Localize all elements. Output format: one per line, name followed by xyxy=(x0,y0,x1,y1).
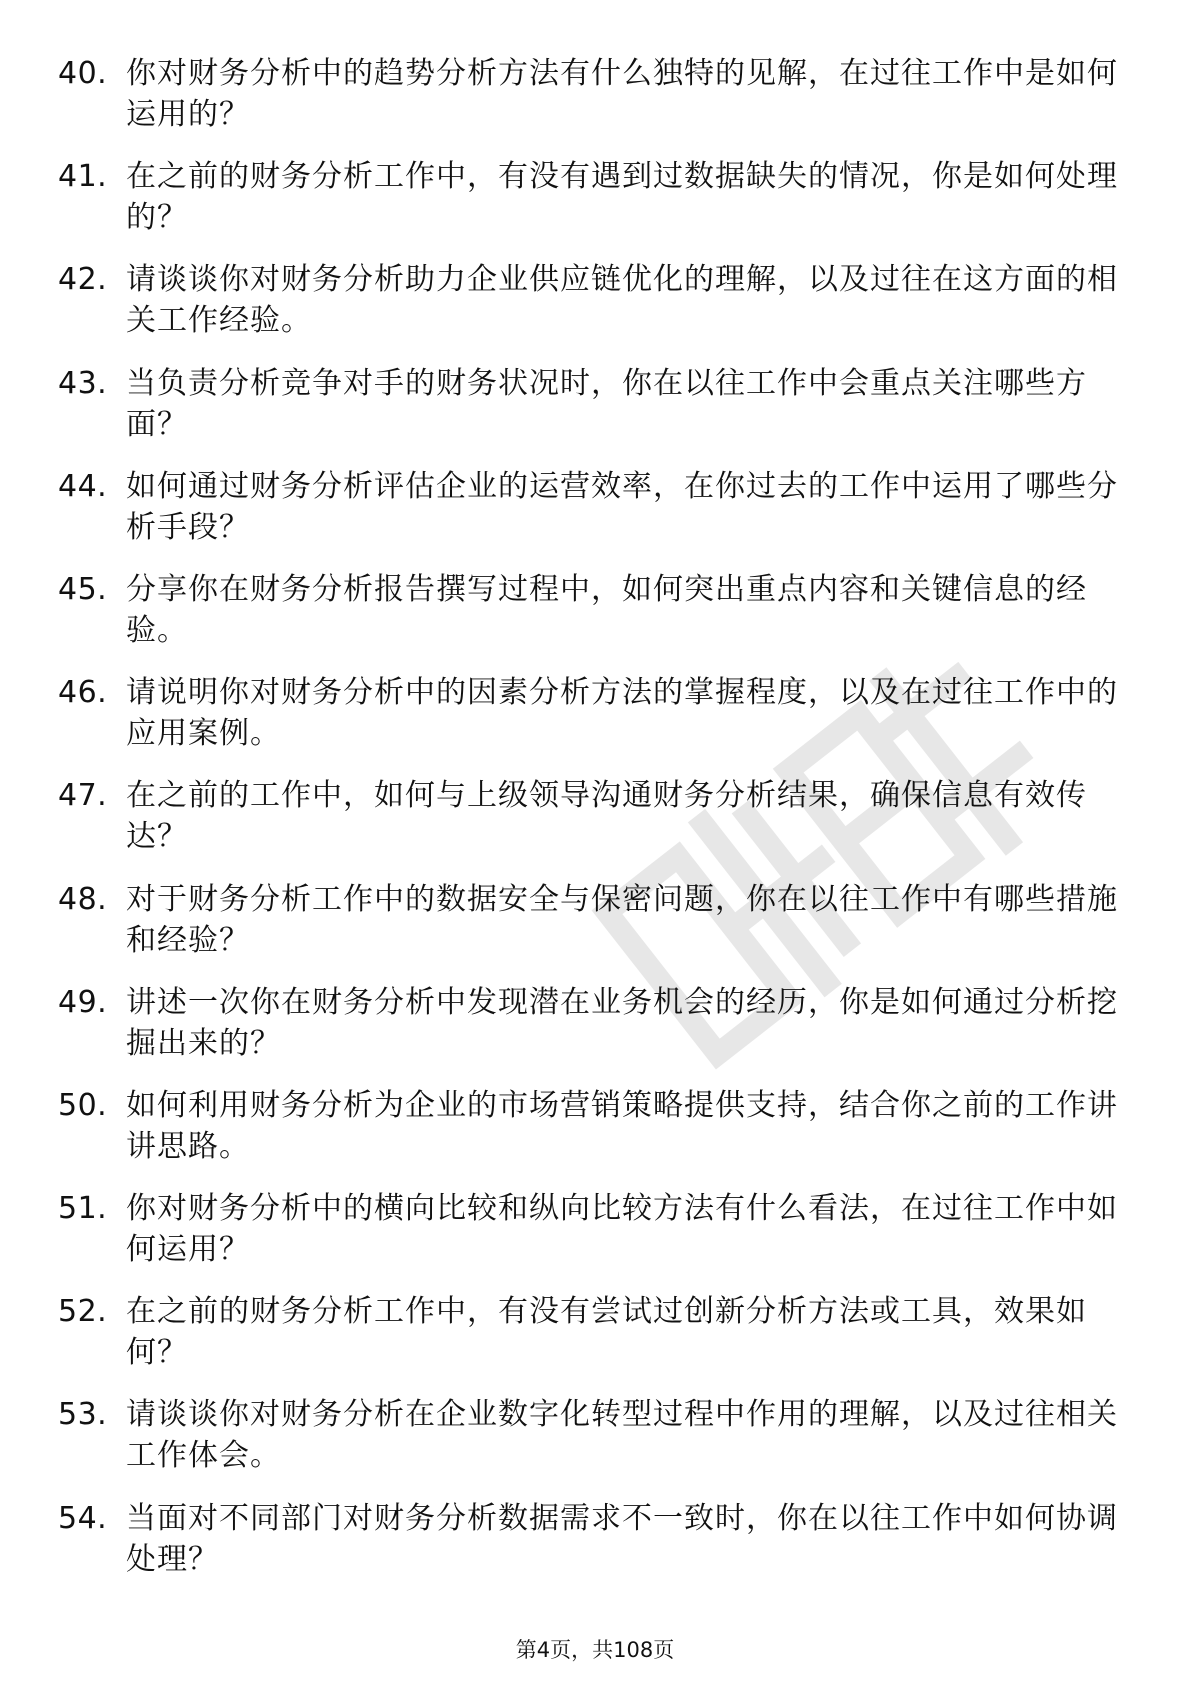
question-number: 50. xyxy=(58,1087,108,1123)
question-text: 你对财务分析中的横向比较和纵向比较方法有什么看法，在过往工作中如何运用？ xyxy=(126,1191,1118,1268)
question-list xyxy=(58,53,1118,1601)
question-item xyxy=(58,1291,1118,1394)
question-text: 在之前的财务分析工作中，有没有遇到过数据缺失的情况，你是如何处理的？ xyxy=(126,159,1118,236)
question-number: 44. xyxy=(58,468,108,504)
question-number: 47. xyxy=(58,778,108,814)
question-item xyxy=(58,879,1118,982)
question-number: 41. xyxy=(58,159,108,195)
page-footer xyxy=(0,1637,1190,1663)
question-item xyxy=(58,982,1118,1085)
page-number-label: 第4页，共108页 xyxy=(515,1638,675,1662)
question-item xyxy=(58,1394,1118,1497)
question-item xyxy=(58,363,1118,466)
question-number: 52. xyxy=(58,1294,108,1330)
question-item xyxy=(58,259,1118,362)
question-text: 分享你在财务分析报告撰写过程中，如何突出重点内容和关键信息的经验。 xyxy=(126,571,1087,648)
question-item xyxy=(58,1085,1118,1188)
question-number: 51. xyxy=(58,1191,108,1227)
question-number: 43. xyxy=(58,365,108,401)
question-text: 如何通过财务分析评估企业的运营效率，在你过去的工作中运用了哪些分析手段？ xyxy=(126,468,1118,545)
question-item xyxy=(58,1498,1118,1601)
question-number: 40. xyxy=(58,56,108,91)
question-number: 48. xyxy=(58,881,108,917)
question-text: 在之前的财务分析工作中，有没有尝试过创新分析方法或工具，效果如何？ xyxy=(126,1294,1087,1371)
question-text: 在之前的工作中，如何与上级领导沟通财务分析结果，确保信息有效传达？ xyxy=(126,778,1087,855)
question-number: 46. xyxy=(58,675,108,711)
question-item xyxy=(58,775,1118,878)
question-text: 请谈谈你对财务分析助力企业供应链优化的理解，以及过往在这方面的相关工作经验。 xyxy=(126,262,1118,339)
question-text: 对于财务分析工作中的数据安全与保密问题，你在以往工作中有哪些措施和经验？ xyxy=(126,881,1118,958)
question-number: 53. xyxy=(58,1397,108,1433)
question-text: 讲述一次你在财务分析中发现潜在业务机会的经历，你是如何通过分析挖掘出来的？ xyxy=(126,984,1118,1061)
question-item xyxy=(58,672,1118,775)
question-number: 54. xyxy=(58,1500,108,1536)
question-item xyxy=(58,466,1118,569)
question-item xyxy=(58,569,1118,672)
question-text: 请谈谈你对财务分析在企业数字化转型过程中作用的理解，以及过往相关工作体会。 xyxy=(126,1397,1118,1474)
question-text: 你对财务分析中的趋势分析方法有什么独特的见解，在过往工作中是如何运用的？ xyxy=(126,56,1118,132)
question-number: 42. xyxy=(58,262,108,298)
question-text: 当负责分析竞争对手的财务状况时，你在以往工作中会重点关注哪些方面？ xyxy=(126,365,1087,442)
question-number: 49. xyxy=(58,984,108,1020)
question-item xyxy=(58,156,1118,259)
question-item xyxy=(58,53,1118,156)
question-text: 请说明你对财务分析中的因素分析方法的掌握程度，以及在过往工作中的应用案例。 xyxy=(126,675,1118,752)
question-text: 如何利用财务分析为企业的市场营销策略提供支持，结合你之前的工作讲讲思路。 xyxy=(126,1087,1118,1164)
question-item xyxy=(58,1188,1118,1291)
question-number: 45. xyxy=(58,571,108,607)
question-text: 当面对不同部门对财务分析数据需求不一致时，你在以往工作中如何协调处理？ xyxy=(126,1500,1118,1577)
